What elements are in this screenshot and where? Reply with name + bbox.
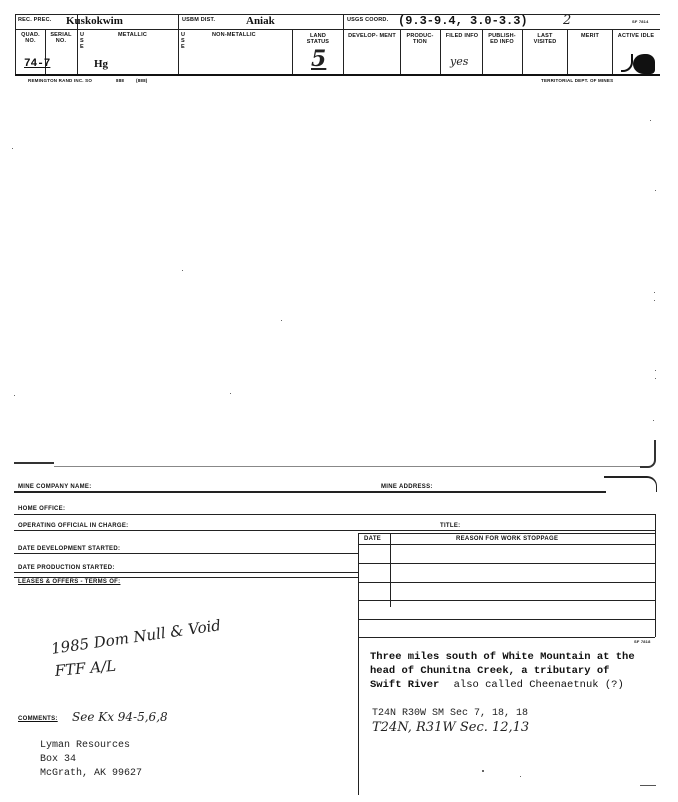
col-filed-info: FILED INFO (445, 33, 479, 39)
owner-line-1: Lyman Resources (40, 740, 131, 751)
owner-address (40, 739, 142, 781)
operating-official-label: OPERATING OFFICIAL IN CHARGE: (18, 523, 129, 529)
printer-code-2: (888) (136, 78, 148, 83)
location-typed: T24N R30W SM Sec 7, 18, 18 (372, 708, 529, 719)
comments-handwritten: See Kx 94-5,6,8 (72, 710, 168, 724)
land-status-value: 5 (311, 46, 327, 72)
col-development: DEVELOP- MENT (348, 33, 396, 39)
description-line-1: Three miles south of White Mountain at the (370, 651, 635, 663)
handwritten-note-1: 1985 Dom Null & Void (50, 616, 222, 658)
location-handwritten: T24N, R31W Sec. 12,13 (372, 720, 530, 735)
usgs-coord-label: USGS COORD. (347, 17, 389, 23)
printer-code: 888 (116, 78, 125, 83)
active-idle-blot (633, 54, 655, 74)
quad-value: 74-7 (24, 58, 51, 70)
fold-curve-right (640, 440, 656, 468)
date-development-label: DATE DEVELOPMENT STARTED: (18, 546, 121, 552)
date-production-label: DATE PRODUCTION STARTED: (18, 565, 115, 571)
col-quad: QUAD. NO. (21, 32, 40, 44)
usbm-dist-value: Aniak (246, 15, 275, 27)
col-merit: MERIT (580, 33, 600, 39)
form-number-back: SF 7818 (634, 639, 651, 644)
form-number-top: SF 7814 (632, 19, 649, 24)
handwritten-note-2: FTF A/L (54, 656, 117, 680)
description-line-2: head of Chunitna Creek, a tributary of (370, 665, 610, 677)
mine-address-label: MINE ADDRESS: (381, 484, 433, 490)
rec-prec-label: REC. PREC. (18, 17, 52, 23)
fold-line-left (14, 462, 54, 464)
home-office-label: HOME OFFICE: (18, 506, 66, 512)
col-use-1: U S E (80, 32, 85, 50)
col-active-idle: ACTIVE IDLE (617, 33, 655, 39)
metallic-value: Hg (94, 58, 109, 70)
col-serial: SERIAL NO. (50, 32, 72, 44)
reason-column-header: REASON FOR WORK STOPPAGE (456, 536, 559, 542)
comments-label: COMMENTS: (18, 716, 58, 722)
col-published-info: PUBLISH- ED INFO (488, 33, 516, 45)
filed-info-value: yes (450, 55, 469, 68)
location-description (370, 650, 660, 692)
col-production: PRODUC- TION (406, 33, 434, 45)
printer-text: REMINGTON RAND INC. SO (28, 78, 93, 83)
fold-line-mid (54, 466, 650, 467)
description-tail: also called Cheenaetnuk (?) (453, 679, 624, 691)
mine-company-label: MINE COMPANY NAME: (18, 484, 92, 490)
usgs-coord-extra: 2 (563, 13, 572, 28)
usgs-coord-value: (9.3-9.4, 3.0-3.3) (398, 14, 528, 28)
date-column-header: DATE (364, 536, 382, 542)
col-land-status: LAND STATUS (306, 33, 330, 45)
description-line-3 (370, 678, 660, 692)
territorial-dept: TERRITORIAL DEPT. OF MINES (541, 78, 614, 83)
rec-prec-value: Kuskokwim (66, 15, 123, 27)
leases-label: LEASES & OFFERS - TERMS OF: (18, 579, 121, 585)
col-use-2: U S E (181, 32, 186, 50)
active-idle-curve (621, 54, 633, 72)
owner-line-3: McGrath, AK 99627 (40, 768, 143, 779)
col-last-visited: LAST VISITED (533, 33, 557, 45)
owner-line-2: Box 34 (40, 754, 77, 765)
title-label: TITLE: (440, 523, 461, 529)
usbm-dist-label: USBM DIST. (182, 17, 216, 23)
col-non-metallic: NON-METALLIC (212, 32, 256, 38)
description-line-3-main: Swift River (370, 679, 440, 691)
col-metallic: METALLIC (118, 32, 147, 38)
